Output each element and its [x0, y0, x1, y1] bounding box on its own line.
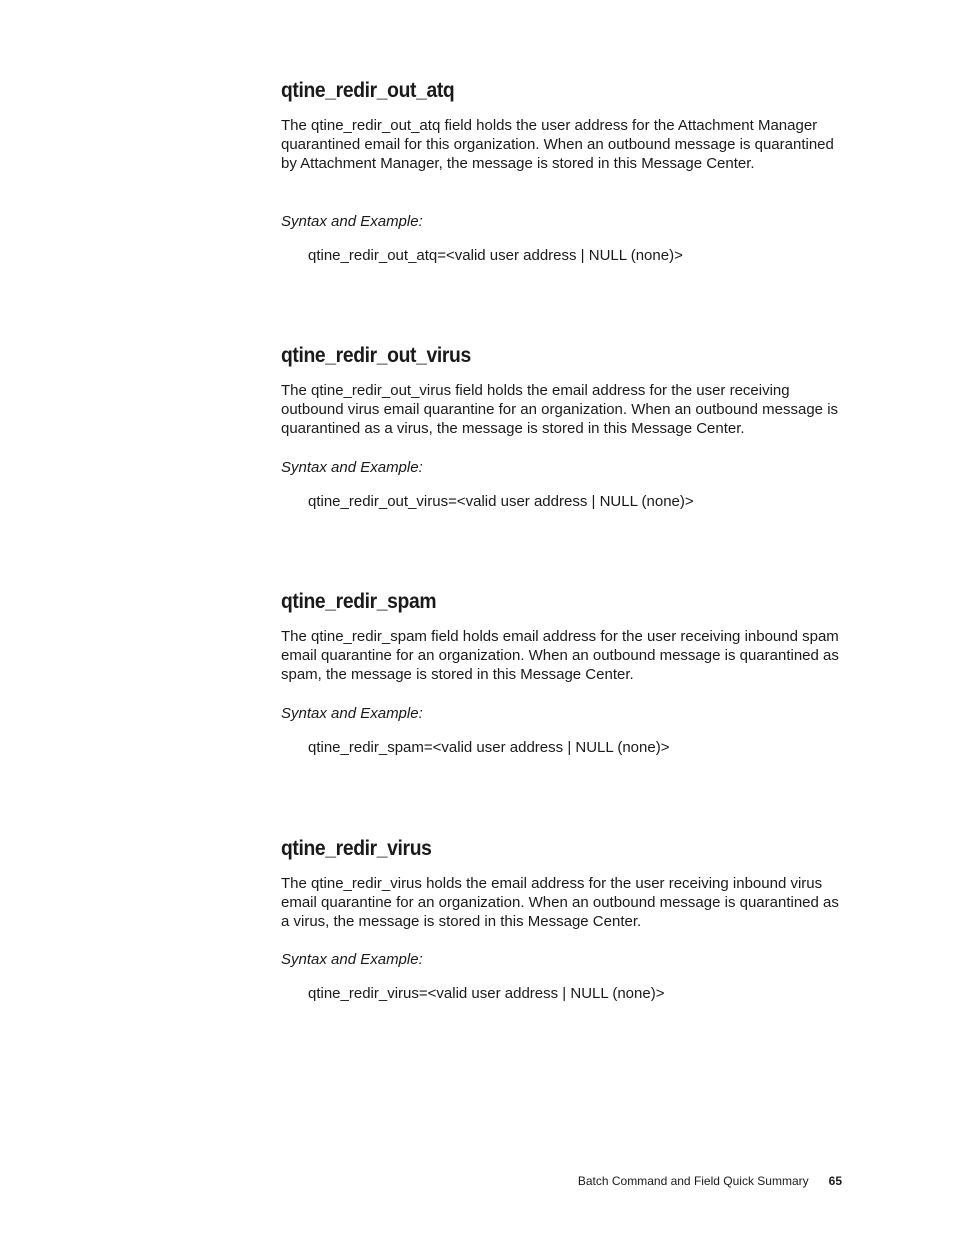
syntax-example: qtine_redir_out_atq=<valid user address | NULL (none)> — [308, 247, 683, 264]
section-description: The qtine_redir_out_atq field holds the user address for the Attachment Manager quarantined email for this organization. When an outbound message is quarantined by Attachment Manager, the message is stored in this Message Center. — [281, 117, 834, 172]
section-heading: qtine_redir_out_atq — [281, 79, 455, 102]
section-heading: qtine_redir_out_virus — [281, 344, 471, 367]
page-footer — [540, 1173, 842, 1189]
field-section-qtine-redir-out-atq — [281, 79, 846, 264]
section-description: The qtine_redir_out_virus field holds the email address for the user receiving outbound virus email quarantine for an organization. When an outbound message is quarantined as a virus, the message is stored in this Message Center. — [281, 382, 839, 437]
syntax-label: Syntax and Example: — [281, 705, 423, 722]
field-section-qtine-redir-out-virus — [281, 344, 846, 510]
syntax-example: qtine_redir_out_virus=<valid user address | NULL (none)> — [308, 493, 694, 510]
syntax-example: qtine_redir_virus=<valid user address | NULL (none)> — [308, 985, 665, 1002]
field-section-qtine-redir-virus — [281, 837, 846, 1002]
section-description: The qtine_redir_virus holds the email address for the user receiving inbound virus email quarantine for an organization. When an outbound message is quarantined as a virus, the message is stored in this Message Center. — [281, 875, 839, 930]
section-heading: qtine_redir_virus — [281, 837, 432, 860]
syntax-example: qtine_redir_spam=<valid user address | NULL (none)> — [308, 739, 670, 756]
syntax-label: Syntax and Example: — [281, 951, 423, 968]
syntax-label: Syntax and Example: — [281, 459, 423, 476]
section-heading: qtine_redir_spam — [281, 590, 437, 613]
field-section-qtine-redir-spam — [281, 590, 846, 756]
page-number: 65 — [828, 1174, 842, 1188]
section-description: The qtine_redir_spam field holds email address for the user receiving inbound spam email quarantine for an organization. When an outbound message is quarantined as spam, the message is stored in this Message Center. — [281, 628, 839, 683]
footer-title: Batch Command and Field Quick Summary — [577, 1174, 809, 1188]
syntax-label: Syntax and Example: — [281, 213, 423, 230]
